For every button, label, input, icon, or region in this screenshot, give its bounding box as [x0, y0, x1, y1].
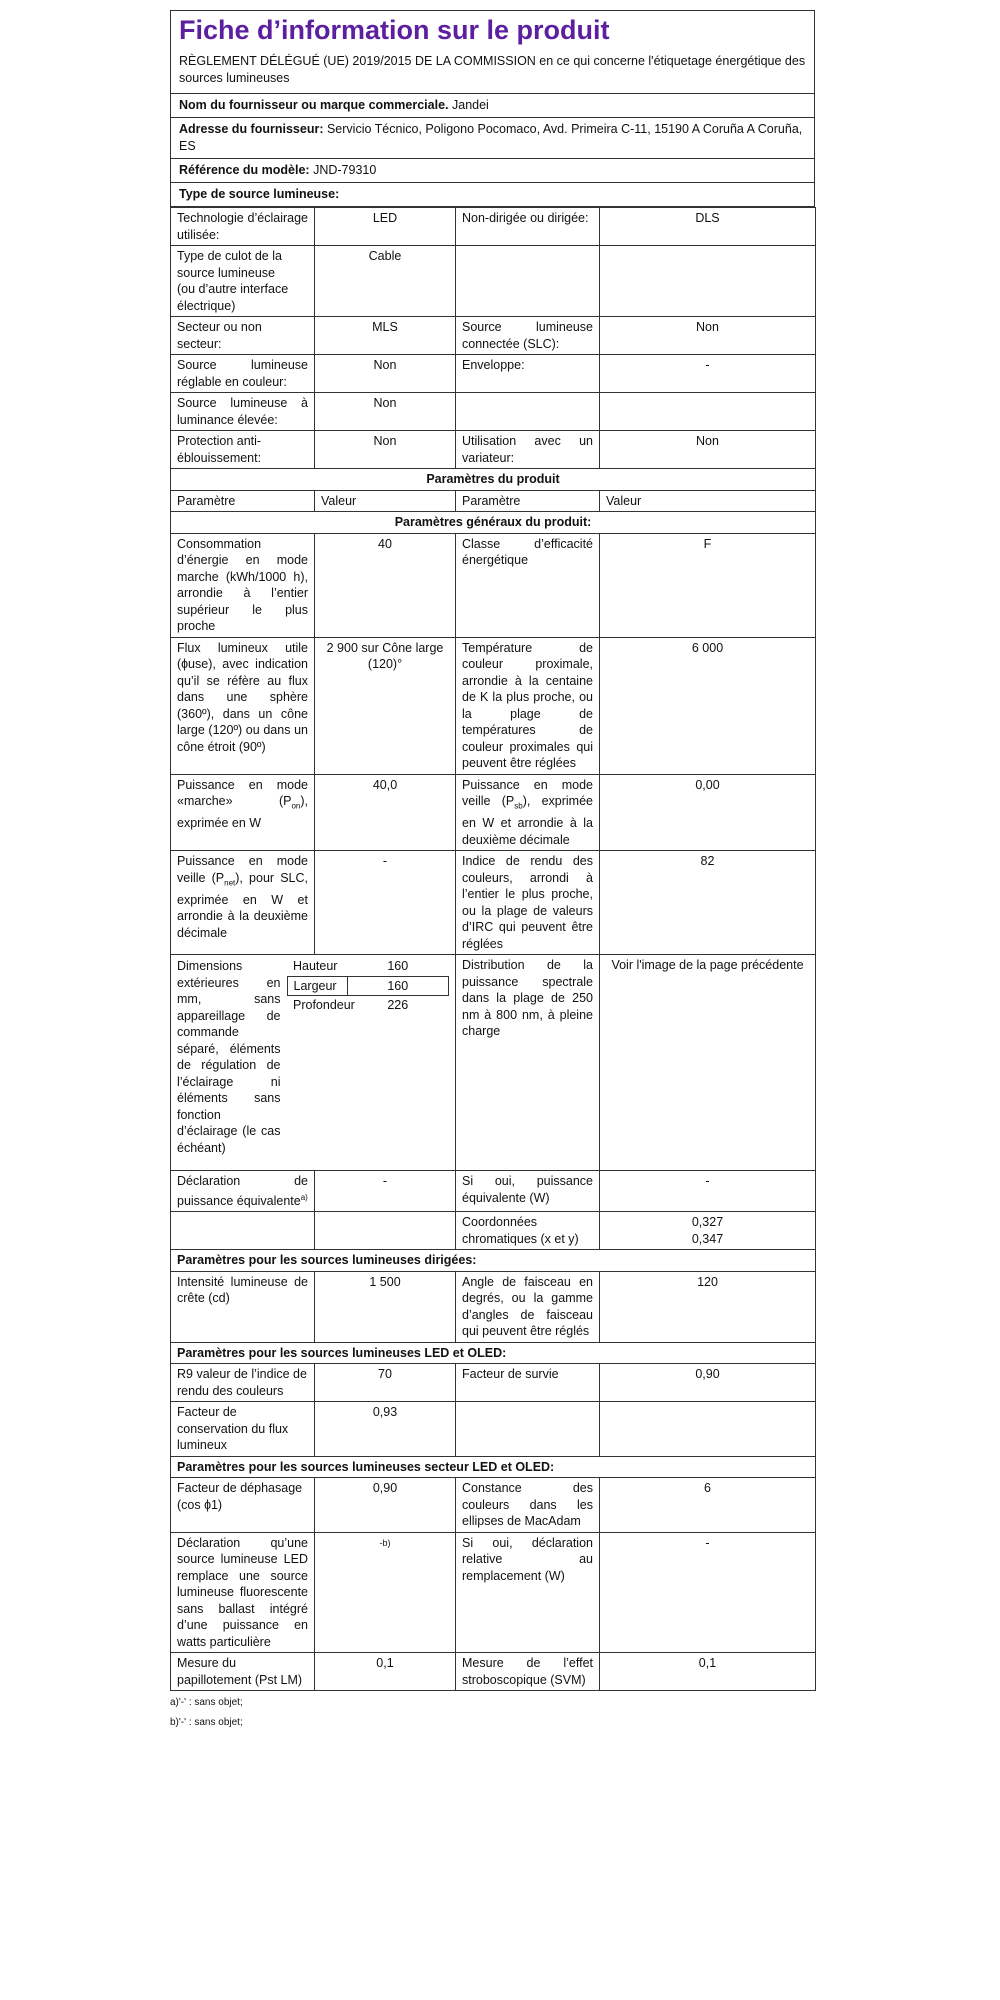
- mains-row: [171, 1478, 816, 1533]
- param-value: 120: [600, 1271, 816, 1342]
- param-value: 82: [600, 851, 816, 955]
- param-value: F: [600, 533, 816, 637]
- param-label-sub: on: [291, 801, 301, 811]
- param-label: Facteur de survie: [456, 1364, 600, 1402]
- param-value: -b): [315, 1532, 456, 1653]
- address-value: Servicio Técnico, Poligono Pocomaco, Avd. Primeira C-11, 15190 A Coruña A Coruña, ES: [179, 122, 803, 153]
- footnote: b)'-' : sans objet;: [170, 1717, 243, 1729]
- param-value: 0,93: [315, 1402, 456, 1457]
- type-label: Utilisation avec un variateur:: [456, 431, 600, 469]
- param-label: Intensité lumineuse de crête (cd): [171, 1271, 315, 1342]
- param-label-text: Déclaration de puissance équivalente: [177, 1174, 308, 1208]
- type-value: MLS: [315, 317, 456, 355]
- type-label: Source lumineuse réglable en couleur:: [171, 355, 315, 393]
- dimension-row: [177, 957, 449, 976]
- column-header-row: [171, 490, 816, 512]
- param-value: 0,1: [315, 1653, 456, 1691]
- param-value: 0,90: [315, 1478, 456, 1533]
- param-value: Voir l'image de la page précédente: [600, 955, 816, 1171]
- dimensions-inner: [177, 957, 449, 1168]
- footnote-ref: a): [300, 1192, 308, 1202]
- params-header-row: [171, 469, 816, 491]
- type-row: [171, 317, 816, 355]
- param-label: [456, 774, 600, 851]
- param-value: 2 900 sur Cône large (120)°: [315, 637, 456, 774]
- empty-cell: [315, 1212, 456, 1250]
- type-label: Technologie d’éclairage utilisée:: [171, 208, 315, 246]
- type-label: Protection anti-éblouissement:: [171, 431, 315, 469]
- param-label: Température de couleur proximale, arrondie à la centaine de K la plus proche, ou la plage de températures de couleur proximales qui peuvent être réglées: [456, 637, 600, 774]
- model-row: [171, 158, 814, 182]
- general-row: [171, 533, 816, 637]
- param-value: 6 000: [600, 637, 816, 774]
- led-row: [171, 1364, 816, 1402]
- param-label-text: ), pour SLC, exprimée en W et arrondie à la deuxième décimale: [177, 870, 308, 940]
- param-label: [171, 851, 315, 955]
- param-label: Mesure du papillotement (Pst LM): [171, 1653, 315, 1691]
- param-label: Déclaration qu’une source lumineuse LED remplace une source lumineuse fluorescente sans ballast intégré d’une puissance en watts particulière: [171, 1532, 315, 1653]
- dimension-value: 160: [347, 976, 449, 996]
- param-value: 70: [315, 1364, 456, 1402]
- general-row: [171, 774, 816, 851]
- param-label: [171, 1171, 315, 1212]
- type-label: Enveloppe:: [456, 355, 600, 393]
- address-label: Adresse du fournisseur:: [179, 122, 324, 136]
- param-value: -: [600, 1532, 816, 1653]
- param-label: Facteur de conservation du flux lumineux: [171, 1402, 315, 1457]
- dimensions-label: Dimensions extérieures en mm, sans appareillage de commande séparé, éléments de régulation de l’éclairage ni éléments sans fonction d’éclairage (le cas échéant): [177, 959, 281, 1155]
- type-label: Source lumineuse à luminance élevée:: [171, 393, 315, 431]
- type-label: [456, 393, 600, 431]
- type-header: Type de source lumineuse:: [171, 182, 814, 206]
- mains-header: Paramètres pour les sources lumineuses secteur LED et OLED:: [171, 1456, 816, 1478]
- type-row: [171, 355, 816, 393]
- param-label: [171, 774, 315, 851]
- param-label: Coordonnées chromatiques (x et y): [456, 1212, 600, 1250]
- led-row: [171, 1402, 816, 1457]
- param-label: Angle de faisceau en degrés, ou la gamme d’angles de faisceau qui peuvent être réglés: [456, 1271, 600, 1342]
- type-row: [171, 208, 816, 246]
- param-label: [456, 1402, 600, 1457]
- param-value: -: [315, 851, 456, 955]
- type-label: Secteur ou non secteur:: [171, 317, 315, 355]
- directed-header: Paramètres pour les sources lumineuses dirigées:: [171, 1250, 816, 1272]
- footnotes: [170, 1691, 815, 1733]
- general-header: Paramètres généraux du produit:: [171, 512, 816, 534]
- param-label: Mesure de l’effet stroboscopique (SVM): [456, 1653, 600, 1691]
- param-label: Flux lumineux utile (ɸuse), avec indication qu’il se réfère au flux dans une sphère (360º), dans un cône large (120º) ou dans un cône étroit (90º): [171, 637, 315, 774]
- general-header-row: [171, 512, 816, 534]
- type-row: [171, 431, 816, 469]
- type-value: Non: [600, 431, 816, 469]
- spec-table: [170, 207, 816, 1691]
- directed-row: [171, 1271, 816, 1342]
- param-label: Si oui, déclaration relative au remplacement (W): [456, 1532, 600, 1653]
- footnote: a)'-' : sans objet;: [170, 1697, 243, 1709]
- param-label-text: Puissance en mode veille (P: [462, 777, 593, 808]
- type-row: [171, 246, 816, 317]
- column-header: Valeur: [315, 490, 456, 512]
- led-header-row: [171, 1342, 816, 1364]
- column-header: Paramètre: [171, 490, 315, 512]
- dimension-name: Profondeur: [293, 998, 355, 1012]
- general-row: [171, 851, 816, 955]
- address-row: [171, 117, 814, 158]
- type-label: Non-dirigée ou dirigée:: [456, 208, 600, 246]
- param-label: Facteur de déphasage (cos ɸ1): [171, 1478, 315, 1533]
- param-value: 0,00: [600, 774, 816, 851]
- type-label-line: Type de culot de la source lumineuse: [177, 249, 282, 280]
- param-label: Si oui, puissance équivalente (W): [456, 1171, 600, 1212]
- param-label: Indice de rendu des couleurs, arrondi à l’entier le plus proche, ou la plage de valeurs d’IRC qui peuvent être réglées: [456, 851, 600, 955]
- type-value: LED: [315, 208, 456, 246]
- param-label-text: Puissance en mode veille (P: [177, 854, 308, 885]
- param-value: 40: [315, 533, 456, 637]
- type-value: [600, 393, 816, 431]
- type-value: DLS: [600, 208, 816, 246]
- chroma-x: 0,327: [691, 1215, 724, 1230]
- param-label-text: Puissance en mode «marche» (P: [177, 777, 308, 808]
- param-label: Classe d’efficacité énergétique: [456, 533, 600, 637]
- param-label: Distribution de la puissance spectrale dans la plage de 250 nm à 800 nm, à pleine charge: [456, 955, 600, 1171]
- param-label: Constance des couleurs dans les ellipses de MacAdam: [456, 1478, 600, 1533]
- type-value: Non: [315, 393, 456, 431]
- param-label: R9 valeur de l’indice de rendu des couleurs: [171, 1364, 315, 1402]
- type-label-line: (ou d’autre interface électrique): [177, 282, 289, 313]
- dimension-value: 226: [387, 998, 409, 1012]
- param-value: 0,1: [600, 1653, 816, 1691]
- dimensions-row: [171, 955, 816, 1171]
- chroma-row: [171, 1212, 816, 1250]
- params-header: Paramètres du produit: [171, 469, 816, 491]
- param-value: [600, 1212, 816, 1250]
- regulation-subtitle: RÈGLEMENT DÉLÉGUÉ (UE) 2019/2015 DE LA COMMISSION en ce qui concerne l'étiquetage énergétique des sources lumineuses: [179, 54, 806, 85]
- led-header: Paramètres pour les sources lumineuses LED et OLED:: [171, 1342, 816, 1364]
- type-label: Source lumineuse connectée (SLC):: [456, 317, 600, 355]
- product-sheet: [170, 10, 815, 1733]
- model-value: JND-79310: [313, 163, 377, 177]
- dimension-value: 160: [387, 959, 409, 973]
- empty-cell: [171, 1212, 315, 1250]
- model-label: Référence du modèle:: [179, 163, 310, 177]
- dimension-name: Hauteur: [293, 959, 338, 973]
- header-box: [170, 10, 815, 207]
- param-label-sub: net: [224, 878, 236, 887]
- type-label: [456, 246, 600, 317]
- equivalent-row: [171, 1171, 816, 1212]
- column-header: Valeur: [600, 490, 816, 512]
- supplier-value: Jandei: [452, 98, 489, 112]
- supplier-label: Nom du fournisseur ou marque commerciale.: [179, 98, 449, 112]
- param-label-sub: sb: [514, 801, 523, 811]
- general-row: [171, 637, 816, 774]
- param-value: 0,90: [600, 1364, 816, 1402]
- supplier-row: [171, 93, 814, 117]
- dimension-name: Largeur: [287, 976, 347, 996]
- type-value: -: [600, 355, 816, 393]
- dimensions-cell: [171, 955, 456, 1171]
- type-row: [171, 393, 816, 431]
- mains-row: [171, 1532, 816, 1653]
- param-value: -: [600, 1171, 816, 1212]
- param-label-text: ), exprimée en W et arrondie à la deuxième décimale: [462, 794, 593, 847]
- type-value: Non: [315, 355, 456, 393]
- type-value: [600, 246, 816, 317]
- column-header: Paramètre: [456, 490, 600, 512]
- param-value: [600, 1402, 816, 1457]
- param-value: 6: [600, 1478, 816, 1533]
- param-label-text: ), exprimée en W: [177, 794, 308, 830]
- type-value: Non: [600, 317, 816, 355]
- chroma-y: 0,347: [691, 1231, 724, 1246]
- param-value: 1 500: [315, 1271, 456, 1342]
- type-value: Cable: [315, 246, 456, 317]
- mains-header-row: [171, 1456, 816, 1478]
- type-label: [171, 246, 315, 317]
- directed-header-row: [171, 1250, 816, 1272]
- param-value: 40,0: [315, 774, 456, 851]
- param-value: -: [315, 1171, 456, 1212]
- mains-row: [171, 1653, 816, 1691]
- page-title: Fiche d’information sur le produit: [179, 15, 610, 45]
- param-label: Consommation d’énergie en mode marche (kWh/1000 h), arrondie à l’entier supérieur le plus proche: [171, 533, 315, 637]
- type-value: Non: [315, 431, 456, 469]
